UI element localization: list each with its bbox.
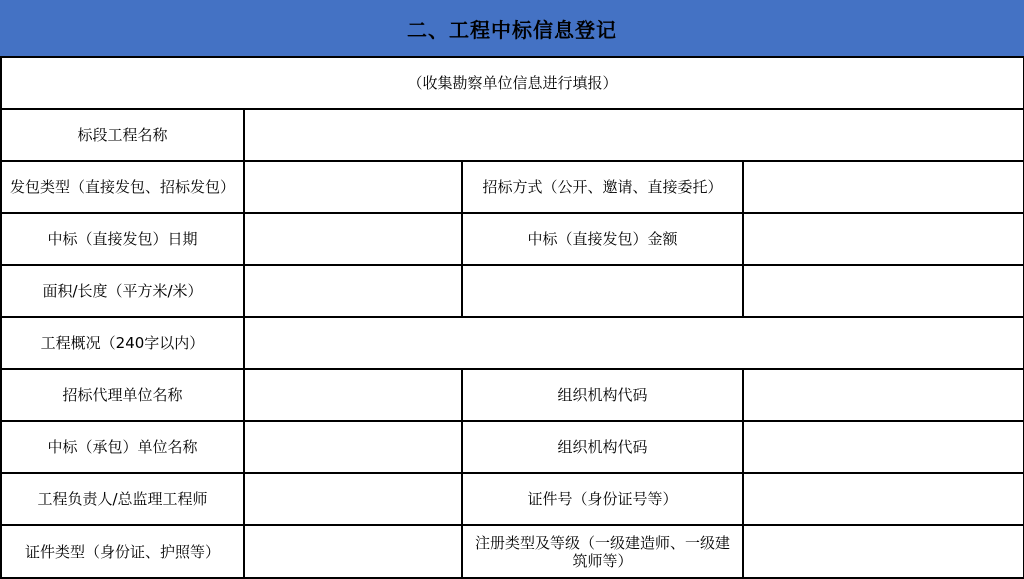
field-value-agency-name[interactable] (244, 369, 462, 421)
field-value-registration-level[interactable] (743, 525, 1024, 578)
field-value-tender-method[interactable] (743, 161, 1024, 213)
field-label-contractor-name: 中标（承包）单位名称 (1, 421, 244, 473)
table-row (1, 421, 1024, 473)
field-value-id-number[interactable] (743, 473, 1024, 525)
table-row (1, 369, 1024, 421)
field-value-award-amount[interactable] (743, 213, 1024, 265)
table-row (1, 525, 1024, 578)
registration-table (0, 56, 1024, 579)
table-row (1, 317, 1024, 369)
form-title: 二、工程中标信息登记 (0, 0, 1024, 56)
field-label-contract-type: 发包类型（直接发包、招标发包） (1, 161, 244, 213)
field-value-area-length[interactable] (244, 265, 462, 317)
form-note: （收集勘察单位信息进行填报） (1, 57, 1024, 109)
field-value-award-date[interactable] (244, 213, 462, 265)
field-value-project-overview[interactable] (244, 317, 1024, 369)
field-label-id-type: 证件类型（身份证、护照等） (1, 525, 244, 578)
table-row (1, 265, 1024, 317)
field-value-blank-a[interactable] (462, 265, 743, 317)
field-value-project-lead[interactable] (244, 473, 462, 525)
table-row (1, 161, 1024, 213)
field-value-id-type[interactable] (244, 525, 462, 578)
field-value-agency-org-code[interactable] (743, 369, 1024, 421)
field-label-award-amount: 中标（直接发包）金额 (462, 213, 743, 265)
table-row (1, 213, 1024, 265)
field-label-agency-org-code: 组织机构代码 (462, 369, 743, 421)
table-row (1, 57, 1024, 109)
field-value-section-name[interactable] (244, 109, 1024, 161)
table-row (1, 473, 1024, 525)
field-value-contract-type[interactable] (244, 161, 462, 213)
field-value-contractor-name[interactable] (244, 421, 462, 473)
table-row (1, 109, 1024, 161)
field-value-blank-b[interactable] (743, 265, 1024, 317)
field-label-agency-name: 招标代理单位名称 (1, 369, 244, 421)
field-value-contractor-org-code[interactable] (743, 421, 1024, 473)
field-label-id-number: 证件号（身份证号等） (462, 473, 743, 525)
field-label-section-name: 标段工程名称 (1, 109, 244, 161)
field-label-contractor-org-code: 组织机构代码 (462, 421, 743, 473)
field-label-award-date: 中标（直接发包）日期 (1, 213, 244, 265)
field-label-project-overview: 工程概况（240字以内） (1, 317, 244, 369)
field-label-registration-level: 注册类型及等级（一级建造师、一级建筑师等） (462, 525, 743, 578)
field-label-project-lead: 工程负责人/总监理工程师 (1, 473, 244, 525)
field-label-tender-method: 招标方式（公开、邀请、直接委托） (462, 161, 743, 213)
field-label-area-length: 面积/长度（平方米/米） (1, 265, 244, 317)
